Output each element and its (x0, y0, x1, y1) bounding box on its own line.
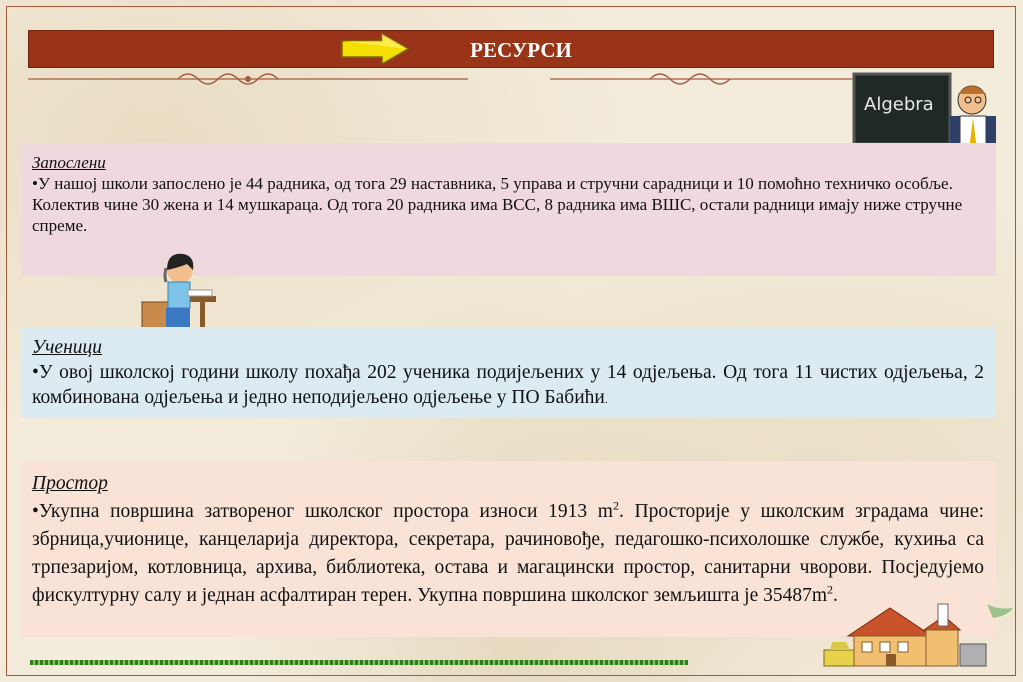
space-heading: Простор (32, 473, 108, 494)
students-section (21, 327, 996, 418)
page-title: РЕСУРСИ (470, 38, 572, 62)
employees-text: •У нашој школи запослено је 44 радника, од тога 29 наставника, 5 управа и стручни сарадници и 10 помоћно техничко особље. Колектив чине 30 жена и 14 мушкараца. Од тога 20 радника има ВСС, 8 радника има ВШС, остали радници имају ниже стручне спреме. (32, 174, 963, 235)
students-heading: Ученици (32, 337, 103, 358)
arrow-right-icon (340, 32, 410, 66)
tree-icon (985, 600, 1015, 630)
footer-dotted-line (30, 660, 688, 665)
space-text-end: . (833, 585, 838, 606)
ornament-divider-left (28, 68, 468, 90)
students-text: •У овој школској години школу похађа 202 ученика подијељених у 14 одјељења. Од тога 11 чистих одјељења, 2 комбинована одјељења и једно неподијељено одјељење у ПО Бабићи (32, 362, 984, 408)
blackboard-text: Algebra (864, 94, 934, 115)
space-text-middle: . Просторије у школским зградама чине: збрница,учионице, канцеларија директора, секретара, рачиновође, педагошко-психолошке службе, кухиња са трпезаријом, котловница, архива, библиотека, остава и магацински простор, санитарни чворови. Посједујемо фискултурну салу и једнан асфалтиран терен. Укупна површина школског земљишта је 35487m (32, 501, 984, 606)
house-clipart (820, 600, 990, 670)
space-exponent-1: 2 (612, 498, 619, 513)
employees-heading: Запослени (32, 153, 106, 172)
ornament-divider-right (550, 68, 855, 90)
students-text-tail: . (604, 392, 608, 406)
space-text-start: •Укупна површина затвореног школског простора износи 1913 m (32, 501, 613, 522)
space-exponent-2: 2 (827, 582, 834, 597)
title-bar (28, 30, 994, 68)
